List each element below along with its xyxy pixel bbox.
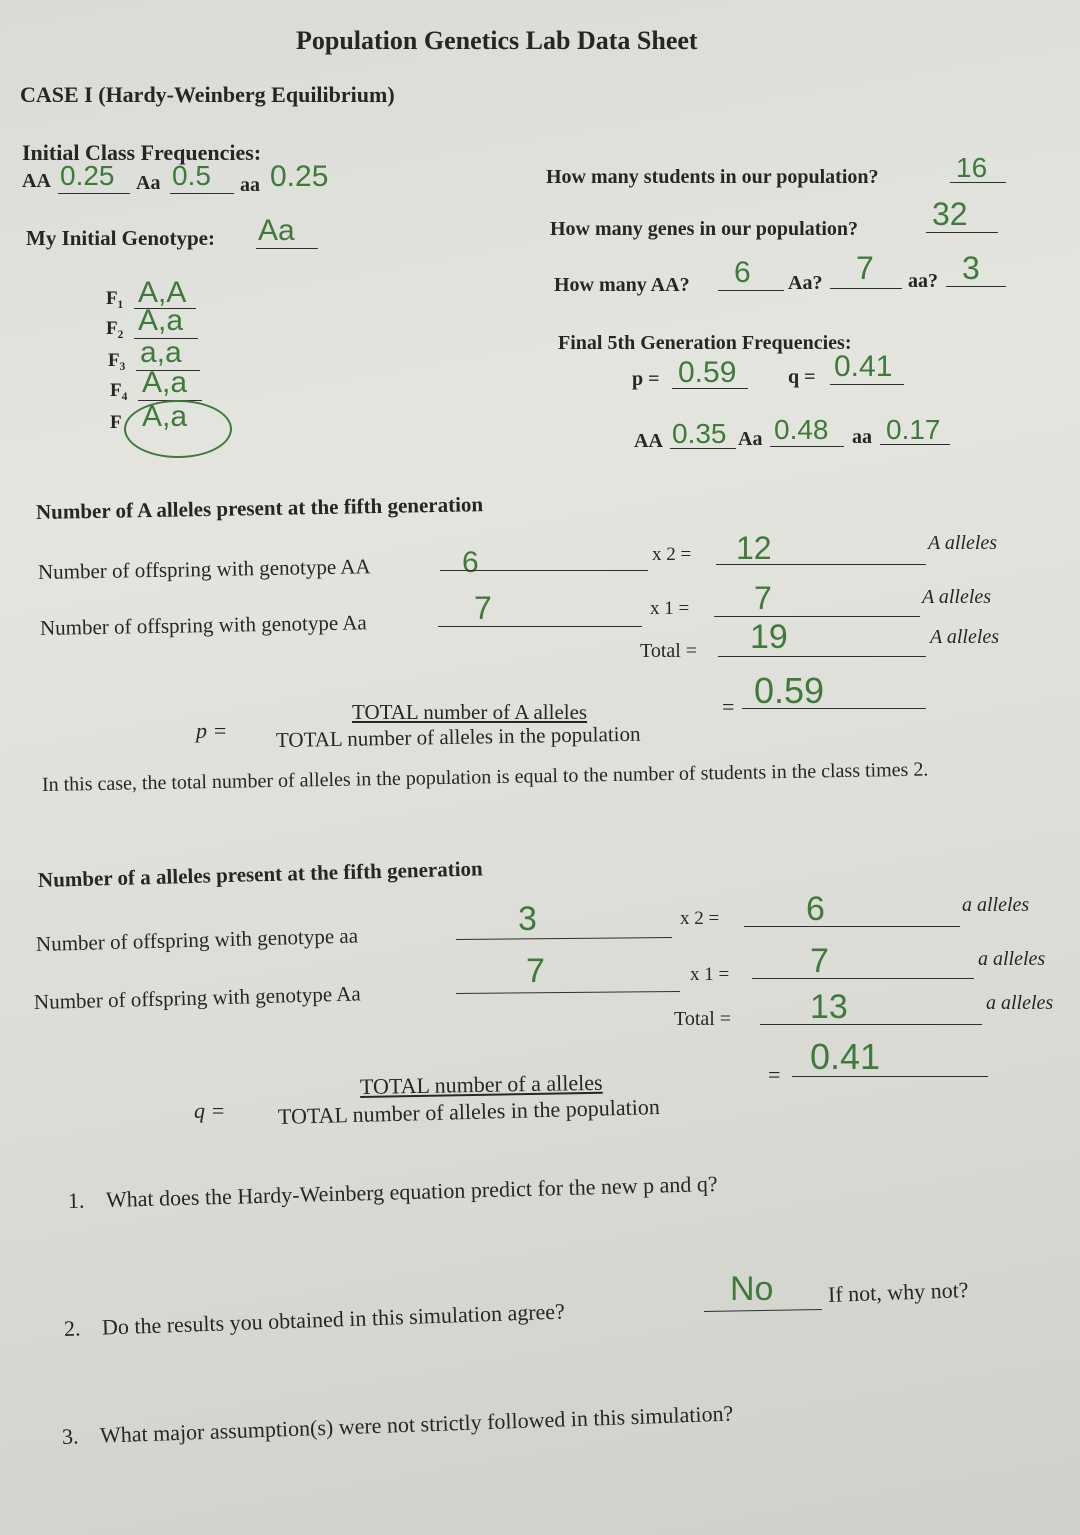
case-heading: CASE I (Hardy-Weinberg Equilibrium)	[20, 82, 395, 107]
Aa-question-label: Aa?	[788, 272, 823, 294]
gen-value-5: A,a	[142, 400, 188, 433]
section-A-row1-unit: A alleles	[928, 532, 998, 554]
initial-AA-line	[58, 193, 130, 194]
how-many-AA-label: How many AA?	[554, 274, 690, 296]
section-a-numerator: TOTAL number of a alleles	[359, 1069, 603, 1099]
final-q-value: 0.41	[834, 350, 893, 383]
section-a-row2-mult: x 1 =	[690, 964, 730, 985]
section-a-row2-count-line	[456, 991, 680, 994]
section-a-denominator: TOTAL number of alleles in the population	[277, 1094, 661, 1129]
section-a-row1-count-line	[456, 937, 672, 940]
section-A-equals: =	[722, 694, 735, 719]
Aa-count: 7	[856, 250, 874, 286]
AA-count-line	[718, 290, 784, 291]
initial-aa-dominant-label: AA	[22, 170, 51, 192]
section-A-row2-count-line	[438, 626, 642, 627]
question-1-text: What does the Hardy-Weinberg equation predict for the new p and q?	[105, 1170, 718, 1213]
section-a-row2-result: 7	[810, 942, 829, 980]
students-answer: 16	[956, 152, 988, 183]
initial-AA-value: 0.25	[60, 160, 115, 191]
final-AA-label: AA	[634, 430, 663, 452]
section-A-row1-count-line	[440, 570, 648, 571]
section-a-q-symbol: q =	[194, 1098, 226, 1123]
section-a-total-line	[760, 1024, 982, 1025]
final-p-value: 0.59	[678, 356, 737, 389]
section-A-total-label: Total =	[640, 640, 698, 662]
gen-label-4: F₄	[110, 380, 128, 401]
aa-count: 3	[962, 250, 980, 286]
final-p-label: p =	[632, 368, 660, 390]
my-genotype-line	[256, 248, 318, 249]
section-a-row1-unit: a alleles	[962, 894, 1030, 916]
question-2-answer: No	[730, 1270, 774, 1308]
initial-aa-value: 0.25	[270, 160, 329, 193]
my-genotype-label: My Initial Genotype:	[26, 226, 215, 250]
question-2-followup: If not, why not?	[827, 1277, 969, 1307]
question-2-number: 2.	[63, 1315, 81, 1341]
section-a-heading: Number of a alleles present at the fifth generation	[37, 856, 483, 892]
section-a-row2-result-line	[752, 978, 974, 979]
initial-aa-label: aa	[240, 174, 260, 196]
gen-value-4: A,a	[142, 366, 188, 399]
section-A-p-result-line	[742, 708, 926, 709]
my-genotype-value: Aa	[258, 214, 295, 247]
final-aa-line	[880, 444, 950, 445]
final-AA-line	[670, 448, 736, 449]
section-a-row1-label: Number of offspring with genotype aa	[35, 923, 359, 956]
question-1	[68, 1171, 718, 1214]
initial-Aa-line	[170, 193, 234, 194]
section-A-p-symbol: p =	[196, 718, 228, 743]
final-aa-label: aa	[852, 426, 872, 448]
gen-value-2: A,a	[138, 304, 184, 337]
gen-value-3: a,a	[140, 336, 182, 369]
section-A-total-value: 19	[750, 618, 788, 656]
section-a-total-unit: a alleles	[986, 992, 1054, 1014]
section-A-row1-label: Number of offspring with genotype AA	[37, 554, 371, 584]
initial-freq-heading: Initial Class Frequencies:	[22, 140, 262, 165]
final-p-line	[672, 388, 748, 389]
section-A-row2-mult: x 1 =	[650, 598, 690, 619]
section-A-numerator: TOTAL number of A alleles	[352, 700, 588, 724]
genes-question: How many genes in our population?	[550, 218, 859, 240]
final-Aa-line	[770, 446, 844, 447]
Aa-count-line	[830, 288, 902, 289]
section-A-total-unit: A alleles	[930, 626, 1000, 648]
genes-answer: 32	[932, 196, 968, 232]
initial-Aa-label: Aa	[136, 172, 161, 194]
final-aa-value: 0.17	[886, 414, 941, 445]
alleles-note: In this case, the total number of alleles in the population is equal to the number of students in the class times 2.	[41, 758, 929, 796]
section-a-row1-result-line	[744, 926, 960, 927]
final-AA-value: 0.35	[672, 418, 727, 449]
section-a-row2-unit: a alleles	[978, 948, 1046, 970]
question-3	[62, 1401, 734, 1450]
section-A-p-result: 0.59	[754, 670, 825, 711]
question-2-answer-line	[704, 1309, 822, 1312]
question-3-text: What major assumption(s) were not strictly followed in this simulation?	[99, 1400, 734, 1448]
final-Aa-value: 0.48	[774, 414, 829, 445]
AA-count: 6	[734, 256, 751, 289]
section-a-row1-count: 3	[518, 900, 537, 938]
section-A-row1-count: 6	[462, 546, 479, 579]
section-A-row1-result-line	[716, 564, 926, 565]
section-A-total-line	[718, 656, 926, 657]
section-A-row2-result: 7	[754, 580, 772, 616]
gen-label-1: F₁	[106, 288, 124, 309]
section-a-row1-result: 6	[806, 890, 825, 928]
gen-label-3: F₃	[108, 350, 126, 371]
section-A-heading: Number of A alleles present at the fifth generation	[35, 492, 484, 524]
gen-value-1: A,A	[138, 276, 187, 309]
section-A-row2-label: Number of offspring with genotype Aa	[39, 610, 367, 640]
question-1-number: 1.	[67, 1187, 85, 1213]
section-a-equals: =	[768, 1062, 781, 1087]
section-A-row2-count: 7	[474, 590, 492, 626]
section-a-total-value: 13	[810, 988, 848, 1026]
section-a-row2-count: 7	[526, 952, 545, 990]
aa-question-label: aa?	[908, 270, 938, 292]
final-q-label: q =	[788, 366, 816, 388]
question-3-number: 3.	[61, 1423, 79, 1449]
section-A-row1-mult: x 2 =	[652, 544, 692, 565]
question-2	[64, 1299, 566, 1342]
section-A-row2-unit: A alleles	[922, 586, 992, 608]
final-freq-heading: Final 5th Generation Frequencies:	[558, 332, 852, 354]
final-Aa-label: Aa	[738, 428, 763, 450]
section-a-q-result-line	[792, 1076, 988, 1077]
students-question: How many students in our population?	[546, 166, 879, 188]
section-a-row1-mult: x 2 =	[680, 908, 720, 929]
section-A-row1-result: 12	[736, 530, 772, 566]
initial-Aa-value: 0.5	[172, 160, 211, 191]
section-A-denominator: TOTAL number of alleles in the population	[275, 721, 641, 752]
section-a-row2-label: Number of offspring with genotype Aa	[33, 981, 362, 1014]
section-a-total-label: Total =	[674, 1008, 732, 1030]
section-A-row2-result-line	[714, 616, 920, 617]
final-q-line	[830, 384, 904, 385]
section-a-q-result: 0.41	[810, 1036, 881, 1077]
question-2-text: Do the results you obtained in this simulation agree?	[101, 1298, 566, 1340]
genes-line	[926, 232, 998, 233]
gen-label-2: F₂	[106, 318, 124, 339]
page-title: Population Genetics Lab Data Sheet	[296, 26, 698, 55]
gen-label-5: F	[110, 412, 122, 433]
aa-count-line	[946, 286, 1006, 287]
students-line	[950, 182, 1006, 183]
